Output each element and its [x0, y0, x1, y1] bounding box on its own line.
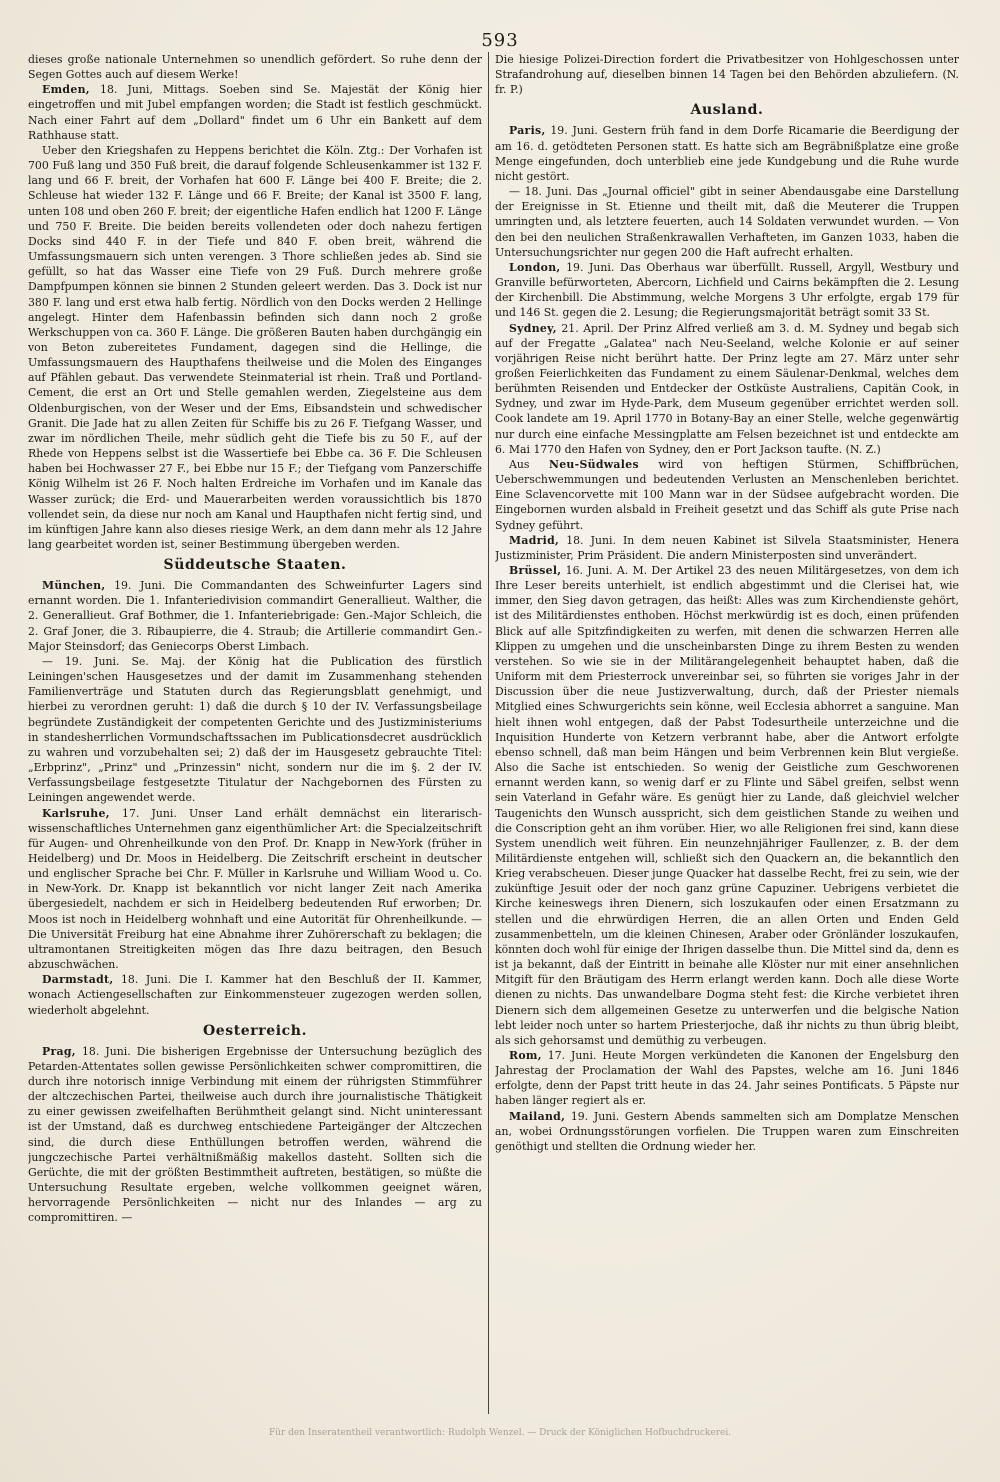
article-text: 18. Juni. In dem neuen Kabinet ist Silvela Staatsminister, Henera Justizminister, Prim Präsident. Die andern Ministerposten sind unverändert. [495, 533, 959, 562]
article-text: 19. Juni. Gestern Abends sammelten sich am Domplatze Menschen an, wobei Ordnungsstörungen vorfielen. Die Truppen waren zum Einschreiten genöthigt und stellten die Ordnung wieder her. [495, 1109, 959, 1153]
article-muenchen [28, 578, 482, 654]
dateline-place: Paris, [509, 124, 546, 138]
article-paris [495, 123, 959, 184]
article-muenchen-2: — 19. Juni. Se. Maj. der König hat die Publication des fürstlich Leiningen'schen Hausgesetzes und der damit im Zusammenhang stehenden Familienverträge und Statuten durch das Regierungsblatt genehmigt, und hierbei zu verordnen geruht: 1) daß die durch § 10 der IV. Verfassungsbeilage begründete Zuständigkeit der competenten Gerichte und des Justizministeriums in standesherrlichen Vormundschaftssachen im Publicationsdecret ausdrücklich zu wahren und vorzubehalten sei; 2) daß der im Hausgesetz gebrauchte Titel: „Erbprinz", „Prinz" und „Prinzessin" nicht, sondern nur die im §. 2 der IV. Verfassungsbeilage festgesetzte Titulatur der Nachgebornen des Fürsten zu Leiningen angewendet werde. [28, 654, 482, 805]
article-darmstadt [28, 972, 482, 1017]
article-sydney [495, 321, 959, 457]
article-text: 16. Juni. A. M. Der Artikel 23 des neuen Militärgesetzes, von dem ich Ihre Leser bereits unterhielt, ist endlich abgestimmt und die Clerisei hat, wie immer, den Sieg davon getragen, das heißt: Alles was zum Kirchendienste gehört, ist des Militärdienstes enthoben. Höchst merkwürdig ist es doch, einen prüfenden Blick auf alle Spitzfindigkeiten zu werfen, mit denen die schwarzen Herren alle Klippen zu umgehen und die unscheinbarsten Dinge zu ihrem Besten zu wenden verstehen. So wie sie in der Militärangelegenheit behauptet haben, daß die Uniform mit dem Priesterrock unvereinbar sei, so führten sie voriges Jahr in der Discussion über die neue Justizverwaltung, durch, daß der Priester niemals Mitglied eines Schwurgerichts sein könne, weil Ecclesia abhorret a sanguine. Man hielt ihnen wohl entgegen, daß der Pabst Todesurtheile unterzeichne und die Inquisition Hunderte von Ketzern verbrannt habe, aber die Antwort erfolgte ebenso schnell, daß man beim Hängen und beim Verbrennen kein Blut vergieße. Also die Sache ist entschieden. So wenig der Geistliche zum Geschworenen ernannt werden kann, so wenig darf er zu Flinte und Säbel greifen, selbst wenn sein Vaterland in Gefahr wäre. Es genügt hier zu Lande, daß gleichviel welcher Taugenichts den Wunsch ausspricht, sich dem geistlichen Stande zu weihen und die Conscription geht an ihm vorüber. Hier, wo alle Religionen frei sind, kann diese System unendlich weit führen. Ein neunzehnjähriger Faullenzer, z. B. der dem Militärdienste entgehen will, schließt sich den Quackern an, die bekanntlich den Krieg verabscheuen. Dieser junge Quacker hat dasselbe Recht, frei zu sein, wie der zukünftige Jesuit oder der noch ganz grüne Capuziner. Uebrigens verbietet die Kirche keineswegs ihren Dienern, sich loszukaufen oder einen Ersatzmann zu stellen und die ehrwürdigen Herren, die an allen Orten und Enden Geld zusammenbetteln, um die kleinen Chinesen, Araber oder Grönländer loszukaufen, könnten doch wohl für einige der Ihrigen dasselbe thun. Die Mittel sind da, denn es ist ja bekannt, daß der Eintritt in beinahe alle Klöster nur mit einer ansehnlichen Mitgift für den Bräutigam des Herrn erlangt werden kann. Doch alle diese Worte dienen zu nichts. Das unwandelbare Dogma steht fest: die Kirche verbietet ihren Dienern sich dem allgemeinen Gesetze zu unterwerfen und die belgische Nation lebt leider noch unter so hartem Priesterjoche, daß ihr nichts zu thun übrig bleibt, als sich gehorsamst und demüthig zu verbeugen. [495, 564, 959, 1047]
dateline-place: Brüssel, [509, 564, 562, 577]
article-rom [495, 1048, 959, 1109]
section-heading-oesterreich: Oesterreich. [202, 1022, 308, 1039]
dateline-place: Madrid, [509, 533, 560, 547]
dateline-place: Darmstadt, [42, 973, 114, 987]
article-text: wird von heftigen Stürmen, Schiffbrüchen, Ueberschwemmungen und bedeutenden Verlusten an Menschenleben berichtet. Eine Sclavencorvette mit 100 Mann war in der Südsee aufgebracht worden. Die Eingebornen wurden alsbald in Freiheit gesetzt und das Schiff als gute Prise nach Sydney geführt. [495, 457, 959, 532]
dateline-place: Prag, [42, 1044, 76, 1058]
section-heading-sueddeutsche: Süddeutsche Staaten. [163, 557, 347, 574]
article-heppens: Ueber den Kriegshafen zu Heppens berichtet die Köln. Ztg.: Der Vorhafen ist 700 Fuß lang und 350 Fuß breit, die darauf folgende Schleusenkammer ist 132 F. lang und 66 F. breit, der Vorhafen hat 600 F. Länge bei 400 F. Breite; die 2. Schleuse hat wieder 132 F. Länge und 66 F. Breite; der Kanal ist 3500 F. lang, unten 108 und oben 260 F. breit; der eigentliche Hafen endlich hat 1200 F. Länge und 750 F. Breite. Die beiden bereits vollendeten oder doch nahezu fertigen Docks sind 440 F. in der Tiefe und 840 F. oben breit, während die Umfassungsmauern sich unten verengen. 3 Thore schließen jedes ab. Sind sie gefüllt, so hat das Wasser eine Tiefe von 29 Fuß. Durch mehrere große Dampfpumpen können sie binnen 2 Stunden geleert werden. Das 3. Dock ist nur 380 F. lang und erst etwa halb fertig. Nördlich von den Docks werden 2 Hellinge angelegt. Hinter dem Hafenbassin befinden sich dann noch 2 große Werkschuppen von ca. 360 F. Länge. Die größeren Bauten haben durchgängig ein von Beton zubereitetes Fundament, dagegen sind die Hellinge, die Umfassungsmauern des Haupthafens theilweise und die Molen des Einganges auf Pfählen gebaut. Das verwendete Steinmaterial ist rhein. Traß und Portland-Cement, die erst an Ort und Stelle gemahlen werden, Ziegelsteine aus dem Oldenburgischen, von der Weser und der Ems, Eibsandstein und schwedischer Granit. Die Jade hat zu allen Zeiten für Schiffe bis zu 26 F. Tiefgang Wasser, und zwar im nördlichen Theile, mehr südlich geht die Tiefe bis zu 50 F., auf der Rhede von Heppens selbst ist die Wassertiefe bei Ebbe ca. 36 F. Die Schleusen haben bei Hochwasser 27 F., bei Ebbe nur 15 F.; der Tiefgang vom Panzerschiffe König Wilhelm ist 26 F. Noch halten Erdreiche im Vorhafen und im Kanale das Wasser zurück; die Erd- und Mauerarbeiten werden voraussichtlich bis 1870 vollendet sein, da diese nur noch am Kanal und Haupthafen nicht fertig sind, und im künftigen Jahre kann also dieses riesige Werk, an dem dann mehr als 12 Jahre lang gearbeitet worden ist, seiner Bestimmung übergeben werden. [28, 143, 482, 551]
article-london [495, 260, 959, 321]
dateline-place: Sydney, [509, 321, 557, 335]
article-bruessel [495, 563, 959, 1048]
article-neu-suedwales [495, 457, 959, 533]
article-text-pre: Aus [509, 457, 549, 471]
dateline-place: München, [42, 579, 106, 593]
article-mailand [495, 1109, 959, 1154]
article-text: 19. Juni. Gestern früh fand in dem Dorfe Ricamarie die Beerdigung der am 16. d. getödteten Personen statt. Es hatte sich am Begräbnißplatze eine große Menge eingefunden, doch unterblieb eine jede Kundgebung und die Ruhe wurde nicht gestört. [495, 124, 959, 183]
article-karlsruhe [28, 806, 482, 973]
article-text: 19. Juni. Die Commandanten des Schweinfurter Lagers sind ernannt worden. Die 1. Infanteriedivision commandirt Generallieut. Walther, die 2. Generallieut. Graf Bothmer, die 1. Infanteriebrigade: Gen.-Major Schleich, die 2. Graf Joner, die 3. Ribaupierre, die 4. Straub; die Artillerie commandirt Gen.-Major Steinsdorf; das Geniecorps Oberst Limbach. [28, 579, 482, 653]
dateline-place: London, [509, 260, 561, 274]
left-column [28, 52, 482, 1412]
column-divider [488, 52, 489, 1414]
article-madrid [495, 533, 959, 563]
article-text: 19. Juni. Das Oberhaus war überfüllt. Russell, Argyll, Westbury und Granville befürworteten, Abercorn, Lichfield und Cairns bekämpften die 2. Lesung der Kirchenbill. Die Abstimmung, welche Morgens 3 Uhr erfolgte, ergab 179 für und 146 St. gegen die 2. Lesung; die Regierungsmajorität beträgt somit 33 St. [495, 260, 959, 320]
article-polizei: Die hiesige Polizei-Direction fordert die Privatbesitzer von Hohlgeschossen unter Strafandrohung auf, dieselben binnen 14 Tagen bei den Behörden abzuliefern. (N. fr. P.) [495, 53, 959, 97]
article-text: 17. Juni. Heute Morgen verkündeten die Kanonen der Engelsburg den Jahrestag der Proclamation der Wahl des Papstes, welche am 16. Juni 1846 erfolgte, denn der Papst tritt heute in das 24. Jahr seines Pontificats. 5 Päpste nur haben länger regiert als er. [495, 1049, 959, 1108]
right-column [495, 52, 959, 1412]
article-text: 18. Juni. Die I. Kammer hat den Beschluß der II. Kammer, wonach Actiengesellschaften zur Einkommensteuer zugezogen werden sollen, wiederholt abgelehnt. [28, 973, 482, 1017]
section-heading-ausland: Ausland. [690, 102, 764, 119]
article-paragraph: dieses große nationale Unternehmen so unendlich gefördert. So ruhe denn der Segen Gottes auch auf diesem Werke! [28, 53, 482, 82]
page-number: 593 [481, 30, 519, 51]
page-footer: Für den Inseratentheil verantwortlich: Rudolph Wenzel. — Druck der Königlichen Hofbuchdruckerei. [268, 1428, 732, 1438]
article-prag [28, 1044, 482, 1226]
article-text: 21. April. Der Prinz Alfred verließ am 3. d. M. Sydney und begab sich auf der Fregatte „Galatea" nach Neu-Seeland, welche Kolonie er auf seiner vorjährigen Reise nicht berührt hatte. Der Prinz legte am 27. März unter sehr großen Feierlichkeiten das Fundament zu einem Säulenar-Denkmal, welches dem berühmten Reisenden und Entdecker der Ostküste Australiens, Capitän Cook, in Sydney, und zwar im Hyde-Park, dem Museum gegenüber errichtet werden soll. Cook landete am 19. April 1770 in Botany-Bay an einer Stelle, welche gegenwärtig nur durch eine einfache Messingplatte am Felsen bezeichnet ist und entdeckte am 6. Mai 1770 den Hafen von Sydney, den er Port Jackson taufte. (N. Z.) [495, 321, 959, 456]
dateline-place: Emden, [42, 83, 90, 97]
dateline-place: Rom, [509, 1049, 542, 1062]
article-emden [28, 82, 482, 143]
dateline-place: Karlsruhe, [42, 806, 110, 820]
article-text: 18. Juni, Mittags. Soeben sind Se. Majestät der König hier eingetroffen und mit Jubel empfangen worden; die Stadt ist festlich geschmückt. Nach einer Fahrt auf dem „Dollard" findet um 6 Uhr ein Bankett auf dem Rathhause statt. [28, 83, 482, 142]
dateline-place: Mailand, [509, 1109, 566, 1123]
article-text: 18. Juni. Die bisherigen Ergebnisse der Untersuchung bezüglich des Petarden-Attentates sollen gewisse Persönlichkeiten schwer compromittiren, die durch ihre notorisch innige Verbindung mit einem der rührigsten Stimmführer der altczechischen Partei, theilweise auch durch ihre journalistische Thätigkeit zu einer gewissen zweifelhaften Berühmtheit gelangt sind. Nicht uninteressant ist der Umstand, daß es durchweg entschiedene Parteigänger der Altczechen sind, die durch diese Enthüllungen betroffen werden, während die jungczechische Partei verhältnißmäßig makellos dasteht. Sollten sich die Gerüchte, die mit der größten Bestimmtheit auftreten, bestätigen, so müßte die Untersuchung Resultate ergeben, welche vollkommen geeignet wären, hervorragende Persönlichkeiten — nicht nur des Inlandes — arg zu compromittiren. — [28, 1044, 482, 1225]
dateline-place: Neu-Südwales [548, 457, 639, 471]
article-paris-2: — 18. Juni. Das „Journal officiel" gibt in seiner Abendausgabe eine Darstellung der Ereignisse in St. Etienne und theilt mit, daß die Meuterer die Truppen umringten und, als letztere feuerten, auch 14 Soldaten verwundet wurden. — Von den bei den neulichen Straßenkrawallen Verhafteten, im Ganzen 1033, haben die Untersuchungsrichter nur gegen 200 die Haft aufrecht erhalten. [495, 185, 959, 259]
article-text: 17. Juni. Unser Land erhält demnächst ein literarisch-wissenschaftliches Unternehmen ganz eigenthümlicher Art: die Specialzeitschrift für Augen- und Ohrenheilkunde von den Prof. Dr. Knapp in New-York (früher in Heidelberg) und Dr. Moos in Heidelberg. Die Zeitschrift erscheint in deutscher und englischer Sprache bei Chr. F. Müller in Karlsruhe und William Wood u. Co. in New-York. Dr. Knapp ist bekanntlich vor nicht langer Zeit nach Amerika übergesiedelt, nachdem er sich in Heidelberg bedeutenden Ruf erworben; Dr. Moos ist noch in Heidelberg wohnhaft und eine Autorität für Ohrenheilkunde. — Die Universität Freiburg hat eine Abnahme ihrer Zuhörerschaft zu beklagen; die ultramontanen Streitigkeiten mögen das Ihre dazu beitragen, den Besuch abzuschwächen. [28, 806, 482, 972]
